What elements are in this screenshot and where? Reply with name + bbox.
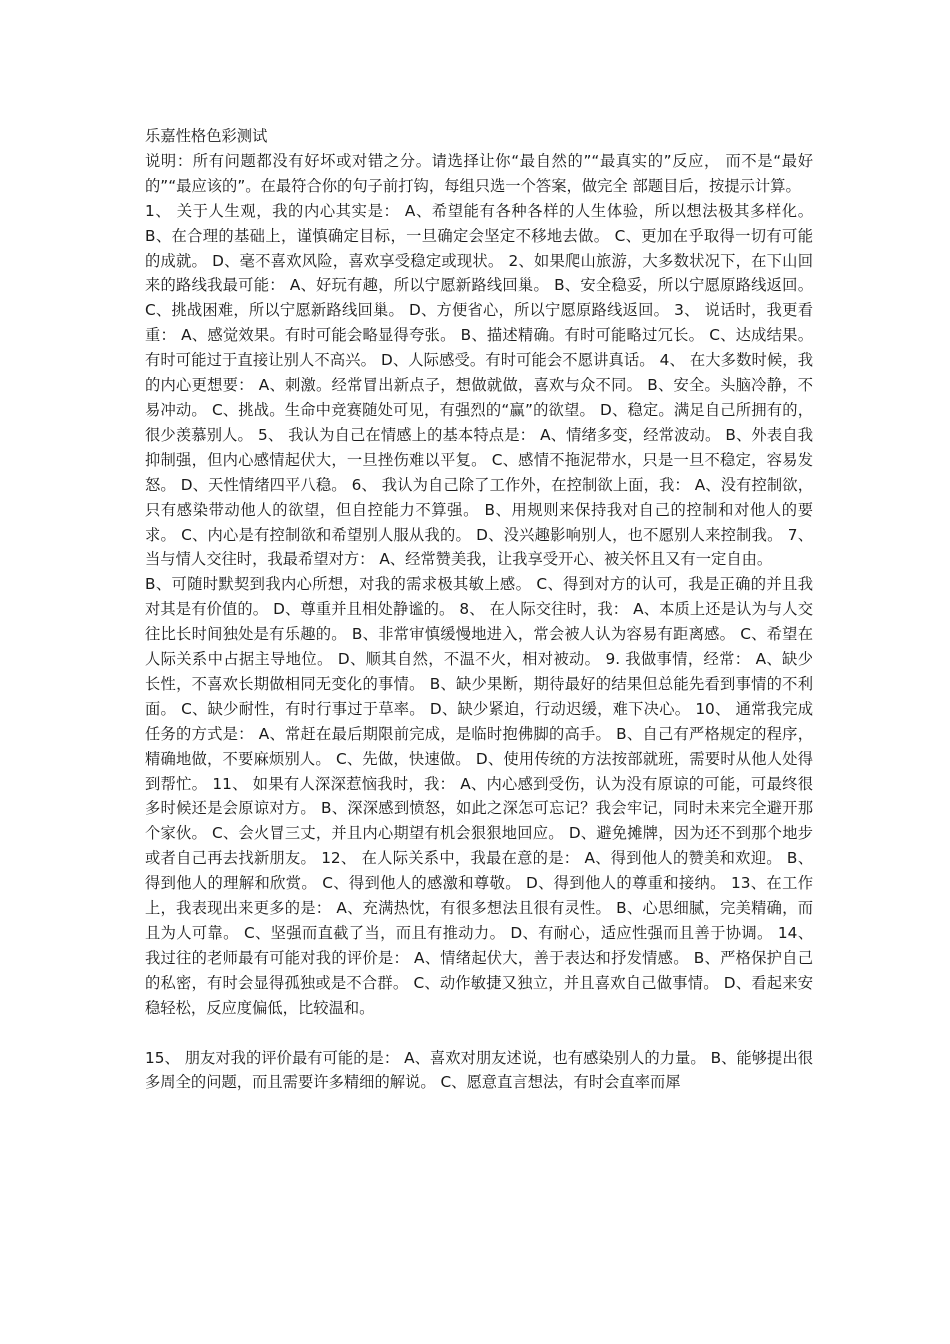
document-page xyxy=(145,124,813,1095)
questions-paragraph-2: B、可随时默契到我内心所想，对我的需求极其敏上感。 C、得到对方的认可，我是正确的并且我对其是有价值的。 D、尊重并且相处静谧的。 8、 在人际交往时，我： A、本质上还是认为与人交往比长时间独处是有乐趣的。 B、非常审慎缓慢地进入，常会被人认为容易有距离感。 C、希望在人际关系中占据主导地位。 D、顺其自然，不温不火，相对被动。 9. 我做事情，经常： A、缺少长性，不喜欢长期做相同无变化的事情。 B、缺少果断，期待最好的结果但总能先看到事情的不利面。 C、缺少耐性，有时行事过于草率。 D、缺少紧迫，行动迟缓，难下决心。 10、 通常我完成任务的方式是： A、常赶在最后期限前完成，是临时抱佛脚的高手。 B、自己有严格规定的程序，精确地做，不要麻烦别人。 C、先做，快速做。 D、使用传统的方法按部就班，需要时从他人处得到帮忙。 11、 如果有人深深惹恼我时，我： A、内心感到受伤，认为没有原谅的可能，可最终很多时候还是会原谅对方。 B、深深感到愤怒，如此之深怎可忘记？我会牢记，同时未来完全避开那个家伙。 C、会火冒三丈，并且内心期望有机会狠狠地回应。 D、避免摊牌，因为还不到那个地步或者自己再去找新朋友。 12、 在人际关系中，我最在意的是： A、得到他人的赞美和欢迎。 B、得到他人的理解和欣赏。 C、得到他人的感激和尊敬。 D、得到他人的尊重和接纳。 13、在工作上，我表现出来更多的是： A、充满热忱，有很多想法且很有灵性。 B、心思细腻，完美精确，而且为人可靠。 C、坚强而直截了当，而且有推动力。 D、有耐心，适应性强而且善于协调。 14、 我过往的老师最有可能对我的评价是： A、情绪起伏大，善于表达和抒发情感。 B、严格保护自己的私密，有时会显得孤独或是不合群。 C、动作敏捷又独立，并且喜欢自己做事情。 D、看起来安稳轻松，反应度偏低，比较温和。 xyxy=(145,575,813,1017)
paragraph-gap xyxy=(145,1021,813,1046)
questions-paragraph-1: 1、 关于人生观，我的内心其实是： A、希望能有各种各样的人生体验，所以想法极其多样化。 B、在合理的基础上，谨慎确定目标，一旦确定会坚定不移地去做。 C、更加在乎取得一切有可能的成就。 D、毫不喜欢风险，喜欢享受稳定或现状。 2、如果爬山旅游，大多数状况下，在下山回来的路线我最可能： A、好玩有趣，所以宁愿新路线回巢。 B、安全稳妥，所以宁愿原路线返回。 C、挑战困难，所以宁愿新路线回巢。 D、方便省心，所以宁愿原路线返回。 3、 说话时，我更看重： A、感觉效果。有时可能会略显得夸张。 B、描述精确。有时可能略过冗长。 C、达成结果。有时可能过于直接让别人不高兴。 D、人际感受。有时可能会不愿讲真话。 4、 在大多数时候，我的内心更想要： A、刺激。经常冒出新点子，想做就做，喜欢与众不同。 B、安全。头脑冷静，不易冲动。 C、挑战。生命中竞赛随处可见，有强烈的“赢”的欲望。 D、稳定。满足自己所拥有的，很少羡慕别人。 5、 我认为自己在情感上的基本特点是： A、情绪多变，经常波动。 B、外表自我抑制强，但内心感情起伏大，一旦挫伤难以平复。 C、感情不拖泥带水，只是一旦不稳定，容易发怒。 D、天性情绪四平八稳。 6、 我认为自己除了工作外，在控制欲上面，我： A、没有控制欲，只有感染带动他人的欲望，但自控能力不算强。 B、用规则来保持我对自己的控制和对他人的要求。 C、内心是有控制欲和希望别人服从我的。 D、没兴趣影响别人，也不愿别人来控制我。 7、 当与情人交往时，我最希望对方： A、经常赞美我，让我享受开心、被关怀且又有一定自由。 xyxy=(145,201,813,569)
instructions-paragraph: 说明：所有问题都没有好坏或对错之分。请选择让你“最自然的”“最真实的”反应， 而不是“最好的”“最应该的”。在最符合你的句子前打钩，每组只选一个答案，做完全 部题目后，按提示计算。 xyxy=(145,151,813,195)
document-title: 乐嘉性格色彩测试 xyxy=(145,127,268,145)
questions-paragraph-3: 15、 朋友对我的评价最有可能的是： A、喜欢对朋友述说，也有感染别人的力量。 B、能够提出很多周全的问题，而且需要许多精细的解说。 C、愿意直言想法，有时会直率而犀 xyxy=(145,1048,813,1092)
